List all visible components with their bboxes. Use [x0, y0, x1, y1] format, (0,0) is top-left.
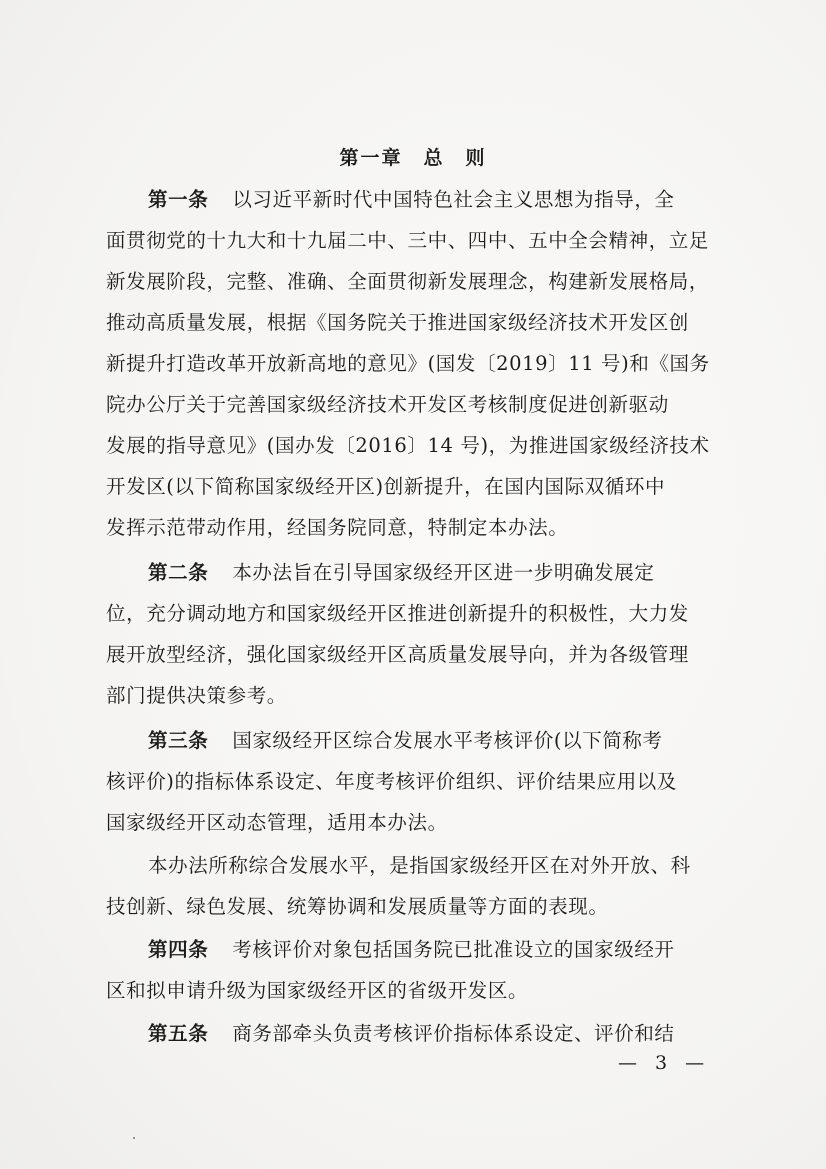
article-line: 部门提供决策参考。	[106, 684, 287, 707]
article-line: 国家级经开区动态管理，适用本办法。	[106, 811, 448, 834]
article-label: 第二条	[148, 561, 209, 584]
article-line: 面贯彻党的十九大和十九届二中、三中、四中、五中全会精神，立足	[106, 229, 710, 252]
article-line: 区和拟申请升级为国家级经开区的省级开发区。	[106, 979, 529, 1002]
article-line: 展开放型经济，强化国家级经开区高质量发展导向，并为各级管理	[106, 643, 689, 666]
article-line: 发展的指导意见》(国办发〔2016〕14 号)，为推进国家级经济技术	[106, 434, 710, 457]
article-line: 第三条 国家级经开区综合发展水平考核评价(以下简称考	[148, 729, 663, 752]
article-label: 第四条	[148, 938, 209, 961]
article-line: 推动高质量发展，根据《国务院关于推进国家级经济技术开发区创	[106, 311, 689, 334]
article-line: 新提升打造改革开放新高地的意见》(国发〔2019〕11 号)和《国务	[106, 352, 710, 375]
page-number: — 3 —	[618, 1052, 711, 1074]
article-label: 第一条	[148, 188, 209, 211]
scan-speck	[133, 1137, 135, 1139]
article-label: 第五条	[148, 1022, 209, 1045]
article-line: 院办公厅关于完善国家级经济技术开发区考核制度促进创新驱动	[106, 393, 669, 416]
article-line: 核评价)的指标体系设定、年度考核评价组织、评价结果应用以及	[106, 770, 678, 793]
article-label: 第三条	[148, 729, 209, 752]
chapter-title: 第一章 总 则	[339, 147, 487, 169]
article-line: 第四条 考核评价对象包括国务院已批准设立的国家级经开	[148, 938, 675, 961]
article-line: 发挥示范带动作用，经国务院同意，特制定本办法。	[106, 516, 569, 539]
article-line: 技创新、绿色发展、统筹协调和发展质量等方面的表现。	[106, 895, 609, 918]
article-line: 第一条 以习近平新时代中国特色社会主义思想为指导，全	[148, 188, 675, 211]
article-line: 开发区(以下简称国家级经开区)创新提升，在国内国际双循环中	[106, 475, 666, 498]
article-line: 第五条 商务部牵头负责考核评价指标体系设定、评价和结	[148, 1022, 675, 1045]
article-line: 本办法所称综合发展水平，是指国家级经开区在对外开放、科	[148, 854, 691, 877]
article-line: 位，充分调动地方和国家级经开区推进创新提升的积极性，大力发	[106, 602, 689, 625]
article-line: 新发展阶段，完整、准确、全面贯彻新发展理念，构建新发展格局，	[106, 270, 710, 293]
article-line: 第二条 本办法旨在引导国家级经开区进一步明确发展定	[148, 561, 655, 584]
